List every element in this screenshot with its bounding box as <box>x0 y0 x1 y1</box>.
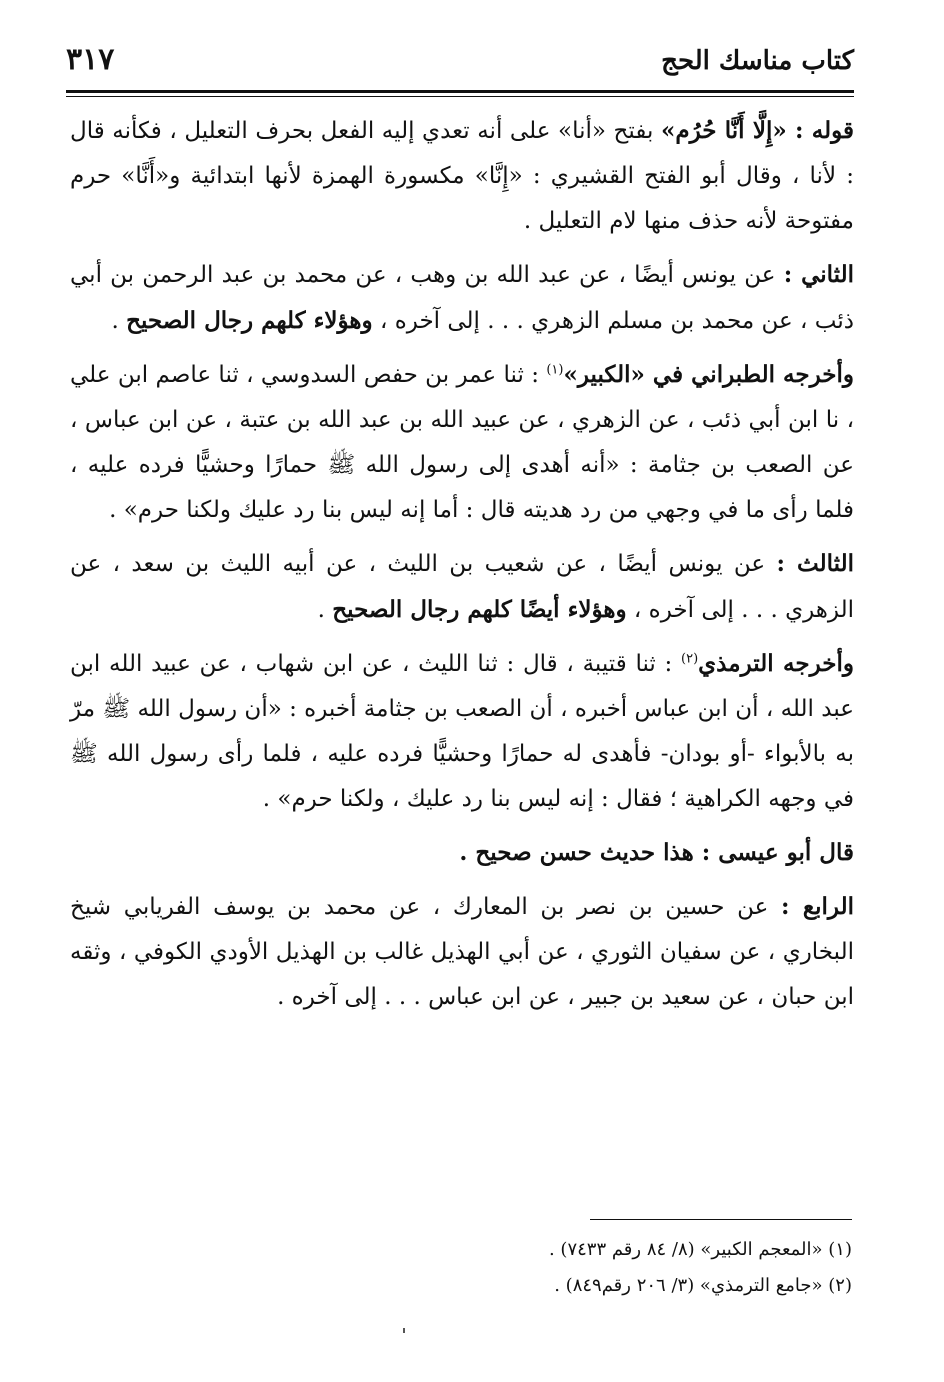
paragraph-2 <box>70 252 854 344</box>
paragraph-lead: قوله : «إِلَّا أَنَّا حُرُم» <box>660 117 854 144</box>
running-title: كتاب مناسك الحج <box>661 46 854 76</box>
footnote-1: (١) «المعجم الكبير» (٨/ ٨٤ رقم ٧٤٣٣) . <box>548 1239 852 1260</box>
paragraph-6 <box>70 830 854 876</box>
paragraph-lead: الثالث : <box>776 550 854 577</box>
paragraph-lead: وأخرجه الطبراني في «الكبير» <box>563 361 854 388</box>
paragraph-text: بفتح «أنا» على أنه تعدي إليه الفعل بحرف التعليل ، فكأنه قال : لأنا ، وقال أبو الفتح القشيري : «إِنَّا» مكسورة الهمزة لأنها ابتدائية و«أَنَّا» حرم مفتوحة لأنه حذف منها لام التعليل . <box>70 118 854 234</box>
paragraph-tail: . <box>317 597 333 623</box>
footnote-ref-1: (١) <box>546 362 564 378</box>
paragraph-5 <box>70 641 854 822</box>
footnote-2: (٢) «جامع الترمذي» (٣/ ٢٠٦ رقم٨٤٩) . <box>554 1275 852 1296</box>
paragraph-text: عن يونس أيضًا ، عن شعيب بن الليث ، عن أبيه الليث بن سعد ، عن الزهري . . . إلى آخره ، <box>70 551 854 623</box>
footnote-ref-2: (٢) <box>681 651 699 667</box>
paragraph-4 <box>70 541 854 633</box>
main-text <box>70 108 854 1028</box>
paragraph-text: عن يونس أيضًا ، عن عبد الله بن وهب ، عن محمد بن عبد الرحمن بن أبي ذئب ، عن محمد بن مسلم الزهري . . . إلى آخره ، <box>70 262 854 334</box>
paragraph-lead: الثاني : <box>783 261 854 288</box>
paragraph-7 <box>70 884 854 1020</box>
header-rule-thin <box>66 96 854 97</box>
ink-speck <box>403 1328 405 1333</box>
paragraph-bold-tail: وهؤلاء كلهم رجال الصحيح <box>126 307 373 334</box>
paragraph-text: : ثنا عمر بن حفص السدوسي ، ثنا عاصم ابن علي ، نا ابن أبي ذئب ، عن الزهري ، عن عبيد الله بن عبد الله بن عتبة ، عن ابن عباس ، عن الصعب بن جثامة : «أنه أهدى إلى رسول الله ﷺ حمارًا وحشيًّا فرده عليه ، فلما رأى ما في وجهي من رد هديته قال : أما إنه ليس بنا رد عليك ولكنا حرم» . <box>70 362 854 523</box>
page-number: ٣١٧ <box>66 42 115 77</box>
page-header <box>66 38 854 90</box>
paragraph-lead: الرابع : <box>781 893 855 920</box>
header-rule <box>66 90 854 93</box>
paragraph-3 <box>70 352 854 533</box>
paragraph-bold-tail: وهؤلاء أيضًا كلهم رجال الصحيح <box>332 596 627 623</box>
footnotes <box>300 1232 852 1304</box>
paragraph-text: عن حسين بن نصر بن المعارك ، عن محمد بن يوسف الفريابي شيخ البخاري ، عن سفيان الثوري ، عن أبي الهذيل غالب بن الهذيل الأودي الكوفي ، وثقه ابن حبان ، عن سعيد بن جبير ، عن ابن عباس . . . إلى آخره . <box>70 894 854 1010</box>
paragraph-lead: قال أبو عيسى : هذا حديث حسن صحيح . <box>459 839 854 866</box>
paragraph-text: : ثنا قتيبة ، قال : ثنا الليث ، عن ابن شهاب ، عن عبيد الله ابن عبد الله ، أن ابن عباس أخبره ، أن الصعب بن جثامة أخبره : «أن رسول الله ﷺ مرّ به بالأبواء -أو بودان- فأهدى له حمارًا وحشيًّا فرده عليه ، فلما رأى رسول الله ﷺ في وجهه الكراهية ؛ فقال : إنه ليس بنا رد عليك ، ولكنا حرم» . <box>70 651 854 812</box>
paragraph-lead: وأخرجه الترمذي <box>698 650 854 677</box>
footnote-rule <box>590 1219 852 1220</box>
paragraph-tail: . <box>111 308 127 334</box>
paragraph-1 <box>70 108 854 244</box>
